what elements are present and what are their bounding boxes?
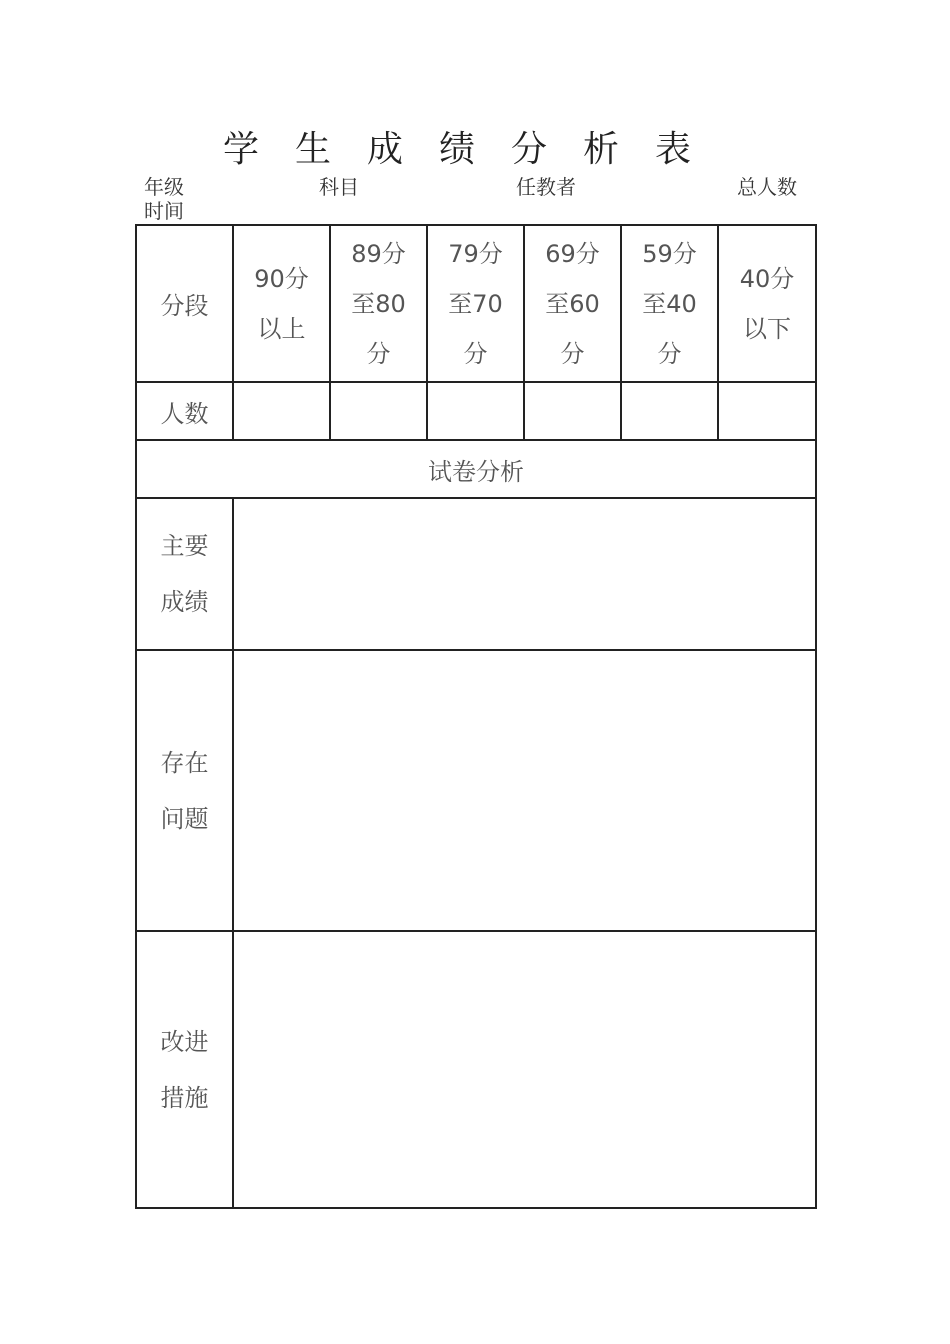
total-label: 总人数: [737, 175, 797, 199]
count-row: [136, 382, 816, 440]
teacher-label: 任教者: [516, 175, 576, 199]
section-row: [136, 440, 816, 498]
improvements-row: [136, 931, 816, 1208]
problems-label: 存在 问题: [136, 650, 233, 931]
count-cell[interactable]: [330, 382, 427, 440]
main-achievements-label: 主要 成绩: [136, 498, 233, 650]
count-cell[interactable]: [718, 382, 816, 440]
main-achievements-field[interactable]: [233, 498, 816, 650]
band-cell: 89分 至80 分: [330, 225, 427, 382]
subject-label: 科目: [319, 175, 359, 199]
time-label: 时间: [144, 199, 184, 223]
score-band-row: [136, 225, 816, 382]
problems-field[interactable]: [233, 650, 816, 931]
count-cell[interactable]: [233, 382, 330, 440]
score-analysis-table: [135, 224, 817, 1209]
main-achievements-row: [136, 498, 816, 650]
problems-row: [136, 650, 816, 931]
band-cell: 79分 至70 分: [427, 225, 524, 382]
count-label: 人数: [136, 382, 233, 440]
band-cell: 59分 至40 分: [621, 225, 718, 382]
count-cell[interactable]: [621, 382, 718, 440]
count-cell[interactable]: [524, 382, 621, 440]
band-cell: 69分 至60 分: [524, 225, 621, 382]
band-cell: 90分 以上: [233, 225, 330, 382]
score-band-label: 分段: [136, 225, 233, 382]
improvements-label: 改进 措施: [136, 931, 233, 1208]
page-title: 学生成绩分析表: [222, 129, 727, 170]
section-title: 试卷分析: [136, 440, 816, 498]
count-cell[interactable]: [427, 382, 524, 440]
improvements-field[interactable]: [233, 931, 816, 1208]
grade-label: 年级: [144, 175, 184, 199]
band-cell: 40分 以下: [718, 225, 816, 382]
